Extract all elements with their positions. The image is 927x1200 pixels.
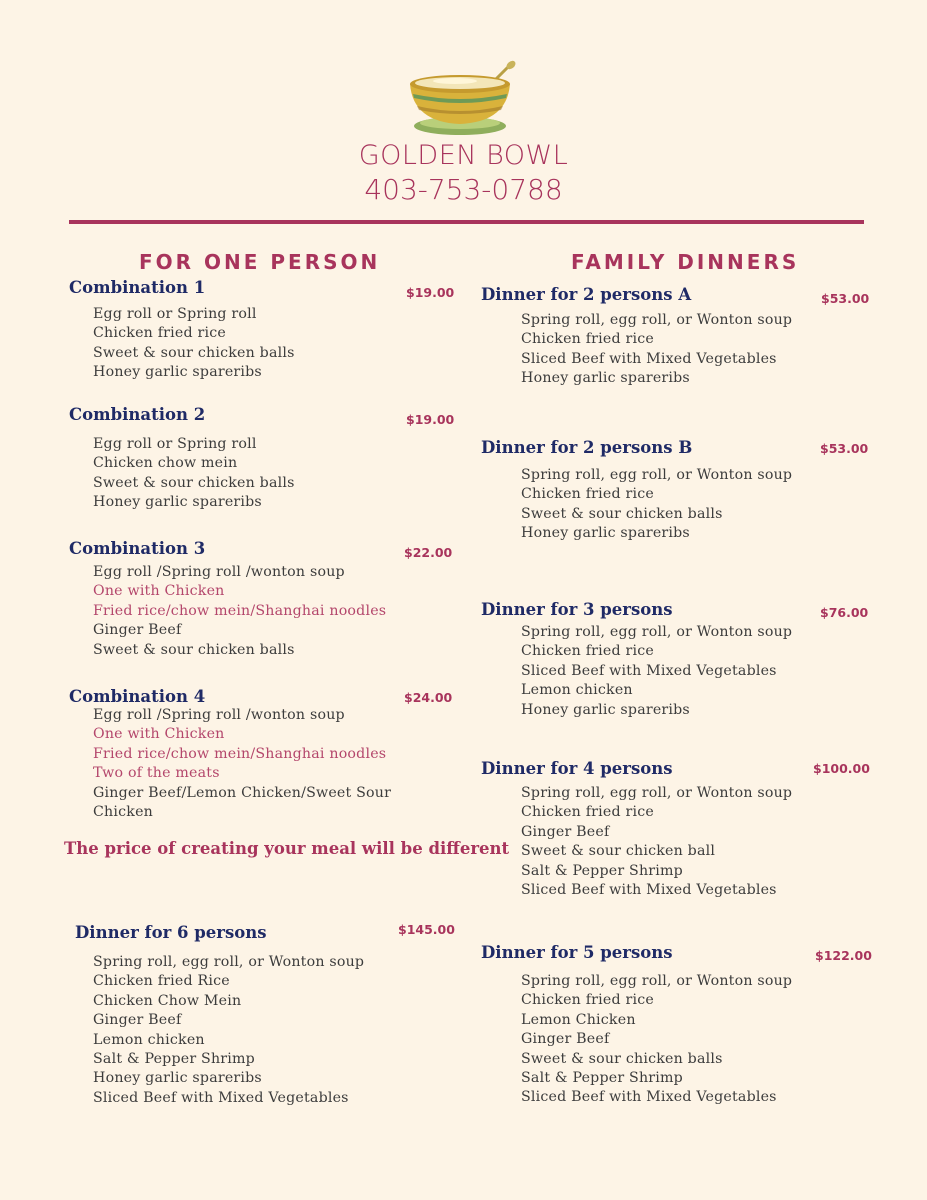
list-item: Chicken fried rice — [521, 643, 654, 660]
combo-3-items — [93, 563, 386, 660]
dinner-2b-title: Dinner for 2 persons B — [481, 438, 693, 457]
dinner-6-price: $145.00 — [398, 922, 455, 937]
list-item: Spring roll, egg roll, or Wonton soup — [521, 312, 793, 328]
list-item: Salt & Pepper Shrimp — [521, 1070, 683, 1087]
list-item: Chicken fried rice — [93, 325, 226, 342]
list-item: Chicken fried Rice — [93, 973, 230, 990]
combo-2-items — [93, 435, 295, 513]
dinner-5-price: $122.00 — [815, 948, 872, 963]
list-item: Salt & Pepper Shrimp — [521, 862, 683, 879]
combo-1-price: $19.00 — [406, 285, 455, 300]
golden-bowl-icon — [405, 60, 517, 142]
list-item: Spring roll, egg roll, or Wonton soup — [521, 467, 793, 483]
list-item: Two of the meats — [93, 765, 220, 782]
list-item: Salt & Pepper Shrimp — [93, 1051, 255, 1068]
dinner-3-items — [521, 623, 792, 720]
list-item: Chicken — [93, 804, 154, 821]
list-item: Honey garlic spareribs — [93, 494, 262, 511]
dinner-2a-title: Dinner for 2 persons A — [481, 285, 692, 304]
dinner-6-items — [93, 953, 364, 1108]
list-item: Fried rice/chow mein/Shanghai noodles — [93, 745, 387, 762]
list-item: Lemon Chicken — [521, 1011, 636, 1028]
list-item: Sweet & sour chicken ball — [521, 843, 716, 860]
list-item: Ginger Beef/Lemon Chicken/Sweet Sour — [93, 784, 392, 801]
dinner-2a-price: $53.00 — [821, 291, 870, 306]
list-item: One with Chicken — [93, 726, 225, 743]
list-item: Ginger Beef — [93, 1012, 182, 1029]
list-item: Spring roll, egg roll, or Wonton soup — [93, 954, 365, 970]
combo-2-price: $19.00 — [406, 412, 455, 427]
list-item: Spring roll, egg roll, or Wonton soup — [521, 973, 793, 989]
list-item: Honey garlic spareribs — [93, 364, 262, 381]
list-item: Chicken Chow Mein — [93, 992, 242, 1009]
list-item: Ginger Beef — [521, 823, 610, 840]
list-item: Lemon chicken — [93, 1031, 205, 1048]
list-item: Chicken fried rice — [521, 992, 654, 1009]
list-item: Honey garlic spareribs — [93, 1070, 262, 1087]
combo-4-items — [93, 706, 391, 822]
list-item: Sliced Beef with Mixed Vegetables — [521, 1089, 777, 1106]
list-item: Ginger Beef — [93, 622, 182, 639]
dinner-6-title: Dinner for 6 persons — [75, 923, 267, 942]
restaurant-name: GOLDEN BOWL — [358, 140, 569, 171]
list-item: Honey garlic spareribs — [521, 701, 690, 718]
list-item: Egg roll /Spring roll /wonton soup — [93, 564, 345, 580]
list-item: Egg roll /Spring roll /wonton soup — [93, 707, 345, 723]
dinner-5-title: Dinner for 5 persons — [481, 943, 673, 962]
list-item: Lemon chicken — [521, 682, 633, 699]
header-divider — [69, 220, 864, 224]
list-item: Egg roll or Spring roll — [93, 306, 257, 322]
combo-1-items — [93, 305, 295, 383]
list-item: Sliced Beef with Mixed Vegetables — [521, 350, 777, 367]
dinner-4-title: Dinner for 4 persons — [481, 759, 673, 778]
list-item: Ginger Beef — [521, 1031, 610, 1048]
dinner-5-items — [521, 972, 792, 1108]
list-item: Egg roll or Spring roll — [93, 436, 257, 452]
list-item: Honey garlic spareribs — [521, 525, 690, 542]
phone-number[interactable]: 403-753-0788 — [364, 173, 563, 206]
list-item: Spring roll, egg roll, or Wonton soup — [521, 785, 793, 801]
pricing-note: The price of creating your meal will be different — [64, 839, 510, 858]
list-item: Sliced Beef with Mixed Vegetables — [521, 662, 777, 679]
combo-3-price: $22.00 — [404, 545, 453, 560]
list-item: Chicken chow mein — [93, 455, 238, 472]
list-item: Sliced Beef with Mixed Vegetables — [521, 882, 777, 899]
list-item: Chicken fried rice — [521, 804, 654, 821]
list-item: Spring roll, egg roll, or Wonton soup — [521, 624, 793, 640]
dinner-3-price: $76.00 — [820, 605, 869, 620]
dinner-2a-items — [521, 311, 792, 389]
combo-1-title: Combination 1 — [69, 278, 206, 297]
dinner-4-items — [521, 784, 792, 900]
dinner-2b-price: $53.00 — [820, 441, 869, 456]
list-item: Chicken fried rice — [521, 486, 654, 503]
combo-4-title: Combination 4 — [69, 687, 206, 706]
combo-3-title: Combination 3 — [69, 539, 206, 558]
list-item: Sweet & sour chicken balls — [521, 1050, 723, 1067]
list-item: Sweet & sour chicken balls — [93, 474, 295, 491]
list-item: Honey garlic spareribs — [521, 370, 690, 387]
combo-2-title: Combination 2 — [69, 405, 206, 424]
dinner-3-title: Dinner for 3 persons — [481, 600, 673, 619]
dinner-4-price: $100.00 — [813, 761, 870, 776]
dinner-2b-items — [521, 466, 792, 544]
section-heading-for-one-person: FOR ONE PERSON — [139, 250, 381, 274]
combo-4-price: $24.00 — [404, 690, 453, 705]
list-item: Sweet & sour chicken balls — [93, 641, 295, 658]
list-item: Sweet & sour chicken balls — [521, 505, 723, 522]
section-heading-family-dinners: FAMILY DINNERS — [571, 250, 800, 274]
list-item: Sweet & sour chicken balls — [93, 344, 295, 361]
list-item: Sliced Beef with Mixed Vegetables — [93, 1089, 349, 1106]
list-item: One with Chicken — [93, 583, 225, 600]
list-item: Fried rice/chow mein/Shanghai noodles — [93, 602, 387, 619]
list-item: Chicken fried rice — [521, 331, 654, 348]
